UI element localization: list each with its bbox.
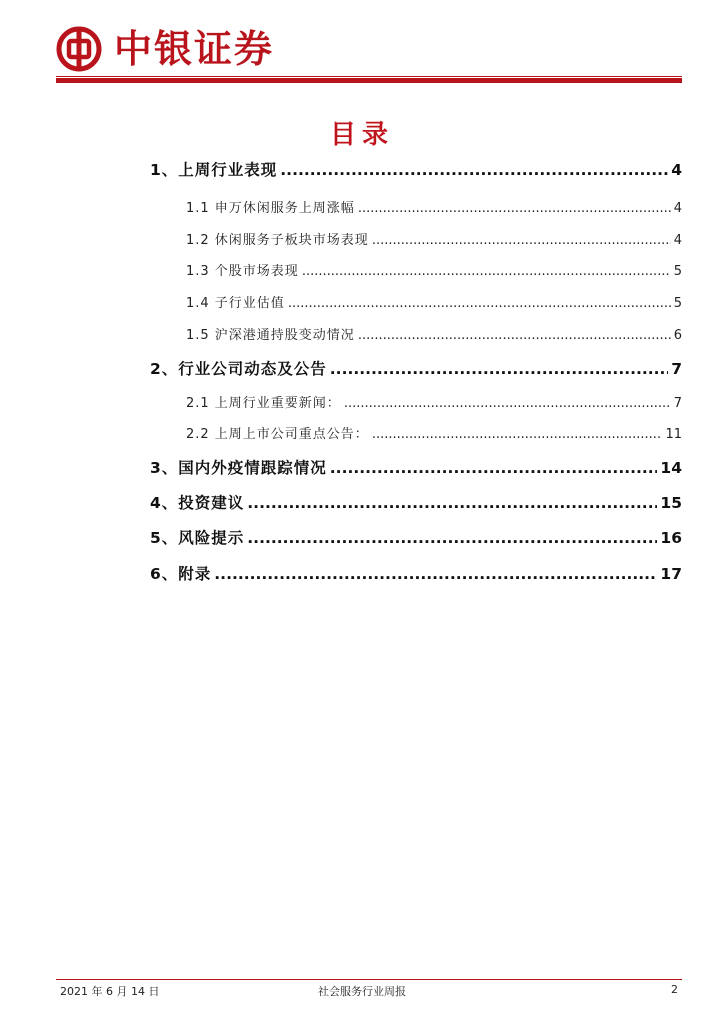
toc-entry-label: 1.5 沪深港通持股变动情况 (186, 328, 355, 343)
toc-leader (330, 360, 668, 378)
toc-entry-page: 4 (673, 201, 682, 216)
toc-entry-label: 3、国内外疫情跟踪情况 (150, 459, 327, 477)
toc-leader (330, 459, 658, 477)
toc-entry-label: 1.2 休闲服务子板块市场表现 (186, 233, 369, 248)
toc-leader (288, 296, 671, 311)
header-rule (56, 78, 682, 83)
toc-leader (358, 201, 671, 216)
footer-report-name: 社会服务行业周报 (318, 985, 406, 998)
toc-entry[interactable] (150, 357, 682, 379)
toc-entry-page: 16 (660, 529, 682, 547)
toc-entry-page: 5 (673, 296, 682, 311)
toc-entry-label: 4、投资建议 (150, 494, 245, 512)
toc-entry-label: 6、附录 (150, 565, 212, 583)
toc-entry-page: 4 (673, 233, 682, 248)
toc-entry[interactable] (186, 392, 682, 411)
footer-rule (56, 979, 682, 980)
footer-page-number: 2 (671, 983, 678, 996)
toc-entry-page: 7 (673, 396, 682, 411)
toc-entry-page: 5 (673, 264, 682, 279)
toc-entry-label: 1.4 子行业估值 (186, 296, 285, 311)
toc-entry[interactable] (186, 229, 682, 248)
toc-leader (302, 264, 671, 279)
toc-entry[interactable] (186, 197, 682, 216)
toc-entry-page: 7 (671, 360, 682, 378)
toc-entry-label: 1.1 申万休闲服务上周涨幅 (186, 201, 355, 216)
toc-entry[interactable] (186, 260, 682, 279)
toc-leader (214, 565, 657, 583)
toc-entry[interactable] (150, 526, 682, 548)
toc-leader (280, 161, 668, 179)
brand-name: 中银证券 (114, 26, 275, 71)
toc-leader (358, 328, 671, 343)
toc-entry[interactable] (150, 456, 682, 478)
toc-entry-page: 14 (660, 459, 682, 477)
toc-leader (372, 233, 671, 248)
toc-entry[interactable] (186, 292, 682, 311)
toc-entry-label: 2、行业公司动态及公告 (150, 360, 327, 378)
toc-entry-page: 11 (665, 427, 682, 442)
toc-entry-label: 1.3 个股市场表现 (186, 264, 299, 279)
toc-entry-page: 6 (673, 328, 682, 343)
toc-entry[interactable] (186, 423, 682, 442)
toc-entry-label: 2.1 上周行业重要新闻： (186, 396, 341, 411)
toc-entry[interactable] (186, 324, 682, 343)
toc-entry[interactable] (150, 562, 682, 584)
toc-entry-label: 1、上周行业表现 (150, 161, 278, 179)
toc-leader (247, 529, 657, 547)
header-rule-thin (56, 76, 682, 77)
toc-entry[interactable] (150, 491, 682, 513)
toc-entry-page: 17 (660, 565, 682, 583)
toc-entry-page: 4 (671, 161, 682, 179)
toc-leader (247, 494, 657, 512)
toc-leader (372, 427, 663, 442)
toc-entry-page: 15 (660, 494, 682, 512)
toc-leader (344, 396, 671, 411)
toc-entry[interactable] (150, 158, 682, 180)
page-header (56, 24, 682, 84)
toc-title: 目录 (329, 120, 394, 150)
bank-of-china-logo-icon (56, 26, 102, 72)
toc-entry-label: 2.2 上周上市公司重点公告： (186, 427, 369, 442)
footer-date: 2021 年 6 月 14 日 (60, 985, 160, 998)
toc-entry-label: 5、风险提示 (150, 529, 245, 547)
